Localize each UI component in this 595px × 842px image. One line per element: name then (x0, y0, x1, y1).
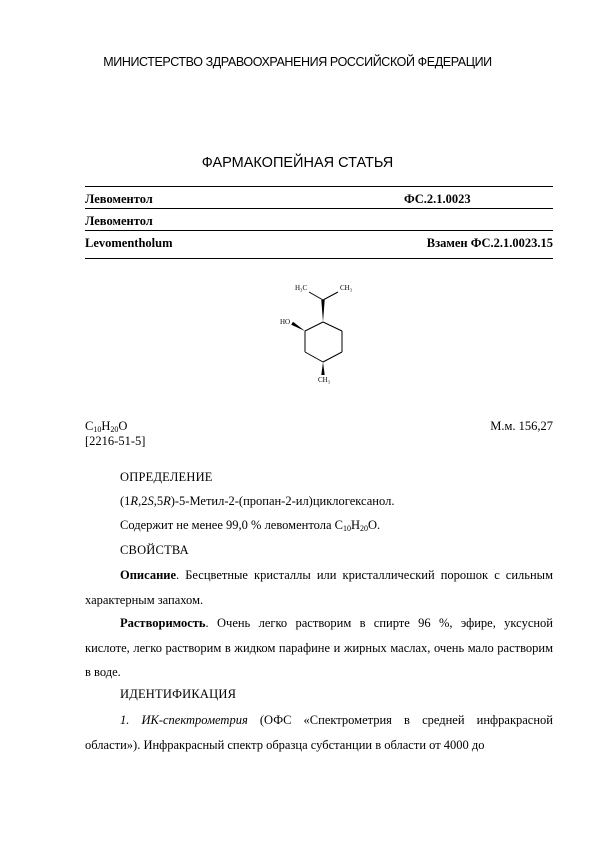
article-replaces: Взамен ФС.2.1.0023.15 (426, 236, 553, 250)
divider-3 (85, 230, 553, 231)
ir-paragraph: 1. ИК-спектрометрия (ОФС «Спектрометрия в средней инфракрасной области»). Инфракрасный спектр образца субстанции в области от 4000 до (85, 713, 553, 752)
article-name-ru-2: Левоментол (85, 214, 153, 228)
page-title: ФАРМАКОПЕЙНАЯ СТАТЬЯ (201, 155, 394, 171)
h3c-label: H₃C (295, 284, 308, 292)
cas-number: [2216-51-5] (85, 434, 146, 448)
divider-2 (85, 208, 553, 209)
top-divider (85, 186, 553, 187)
definition-heading: ОПРЕДЕЛЕНИЕ (120, 470, 213, 484)
bottom-divider (85, 258, 553, 259)
article-name-ru: Левоментол (85, 192, 153, 206)
menthol-structure (270, 272, 360, 390)
ch3-top-label: CH₃ (340, 284, 353, 292)
iupac-name: (1R,2S,5R)-5-Метил-2-(пропан-2-ил)циклогексанол. (120, 494, 395, 508)
molecular-formula: $C_{10}H_{20}O$ (85, 419, 128, 434)
description-paragraph: Описание. Бесцветные кристаллы или кристаллический порошок с сильным характерным запахом. (85, 568, 553, 607)
ch3-bottom-label: CH₃ (318, 376, 331, 384)
content-statement: Содержит не менее 99,0 % левоментола $C_{10}H_{20}O$. (120, 518, 381, 533)
identification-heading: ИДЕНТИФИКАЦИЯ (120, 687, 237, 701)
molecular-mass: М.м. 156,27 (490, 419, 553, 433)
properties-heading: СВОЙСТВА (120, 543, 189, 557)
solubility-paragraph: Растворимость. Очень легко растворим в спирте 96 %, эфире, уксусной кислоте, легко растворим в жидком парафине и жирных маслах, очень мало растворим в воде. (85, 616, 553, 679)
ministry-header: МИНИСТЕРСТВО ЗДРАВООХРАНЕНИЯ РОССИЙСКОЙ ФЕДЕРАЦИИ (103, 55, 492, 69)
article-code: ФС.2.1.0023 (404, 192, 471, 206)
article-name-lat: Levomentholum (85, 236, 173, 250)
ho-label: HO (280, 318, 291, 326)
